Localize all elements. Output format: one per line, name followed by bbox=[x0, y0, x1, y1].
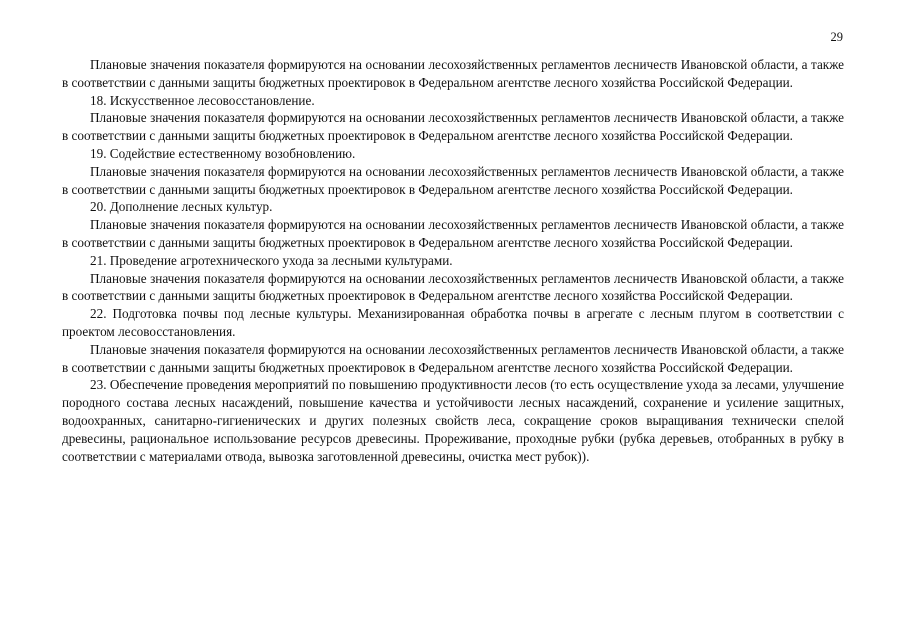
section-heading: 21. Проведение агротехнического ухода за лесными культурами. bbox=[90, 252, 453, 268]
page-number: 29 bbox=[830, 30, 843, 44]
section-heading-paragraph: 22. Подготовка почвы под лесные культуры. Механизированная обработка почвы в агрегате с лесным плугом в соответствии с проектом лесовосстановления. bbox=[62, 306, 844, 339]
section-heading: 19. Содействие естественному возобновлению. bbox=[90, 145, 356, 161]
paragraph: Плановые значения показателя формируются на основании лесохозяйственных регламентов лесничеств Ивановской области, а также в соответствии с данными защиты бюджетных проектировок в Федеральном агентстве лесного хозяйства Российской Федерации. bbox=[62, 110, 844, 144]
document-body bbox=[62, 56, 844, 465]
paragraph: Плановые значения показателя формируются на основании лесохозяйственных регламентов лесничеств Ивановской области, а также в соответствии с данными защиты бюджетных проектировок в Федеральном агентстве лесного хозяйства Российской Федерации. bbox=[62, 217, 844, 250]
paragraph: Плановые значения показателя формируются на основании лесохозяйственных регламентов лесничеств Ивановской области, а также в соответствии с данными защиты бюджетных проектировок в Федеральном агентстве лесного хозяйства Российской Федерации. bbox=[62, 57, 844, 90]
paragraph: Плановые значения показателя формируются на основании лесохозяйственных регламентов лесничеств Ивановской области, а также в соответствии с данными защиты бюджетных проектировок в Федеральном агентстве лесного хозяйства Российской Федерации. bbox=[62, 270, 844, 304]
paragraph: Плановые значения показателя формируются на основании лесохозяйственных регламентов лесничеств Ивановской области, а также в соответствии с данными защиты бюджетных проектировок в Федеральном агентстве лесного хозяйства Российской Федерации. bbox=[62, 341, 844, 375]
section-heading-paragraph: 23. Обеспечение проведения мероприятий по повышению продуктивности лесов (то есть осуществление ухода за лесами, улучшение породного состава лесных насаждений, повышение качества и устойчивости лесных насаждений, сохранение и усиление защитных, водоохранных, санитарно-гигиенических и других полезных свойств леса, сокращение сроков выращивания технически спелой древесины, рациональное использование ресурсов древесины. Прореживание, проходные рубки (рубка деревьев, отобранных в рубку в соответствии с материалами отвода, вывозка заготовленной древесины, очистка мест рубок)). bbox=[62, 377, 844, 464]
paragraph: Плановые значения показателя формируются на основании лесохозяйственных регламентов лесничеств Ивановской области, а также в соответствии с данными защиты бюджетных проектировок в Федеральном агентстве лесного хозяйства Российской Федерации. bbox=[62, 163, 844, 197]
section-heading: 20. Дополнение лесных культур. bbox=[90, 199, 273, 215]
section-heading: 18. Искусственное лесовосстановление. bbox=[90, 92, 315, 108]
